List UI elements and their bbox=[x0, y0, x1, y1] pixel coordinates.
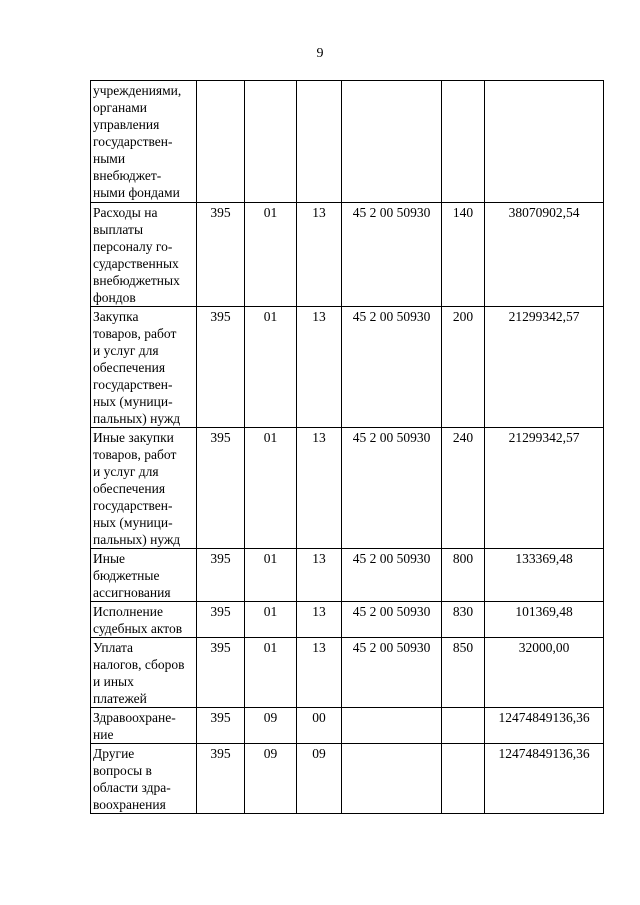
section-cell bbox=[245, 81, 297, 203]
table-row bbox=[91, 708, 604, 744]
amount-cell: 12474849136,36 bbox=[485, 708, 604, 744]
grbs-cell: 395 bbox=[197, 549, 245, 602]
subsection-cell: 09 bbox=[297, 744, 342, 814]
section-cell: 09 bbox=[245, 744, 297, 814]
amount-cell bbox=[485, 81, 604, 203]
page-number: 9 bbox=[316, 46, 324, 61]
target-article-cell: 45 2 00 50930 bbox=[342, 638, 442, 708]
expense-type-cell: 800 bbox=[442, 549, 485, 602]
section-cell: 01 bbox=[245, 307, 297, 428]
target-article-cell bbox=[342, 708, 442, 744]
amount-cell: 12474849136,36 bbox=[485, 744, 604, 814]
row-name-cell: Другие вопросы в области здра- воохранения bbox=[91, 744, 197, 814]
section-cell: 01 bbox=[245, 638, 297, 708]
table-row bbox=[91, 744, 604, 814]
subsection-cell: 13 bbox=[297, 307, 342, 428]
table-row bbox=[91, 428, 604, 549]
budget-table bbox=[90, 80, 604, 814]
row-name-cell: учреждениями, органами управления государствен- ными внебюджет- ными фондами bbox=[91, 81, 197, 203]
table-row bbox=[91, 81, 604, 203]
table-row bbox=[91, 638, 604, 708]
grbs-cell: 395 bbox=[197, 428, 245, 549]
table-row bbox=[91, 203, 604, 307]
section-cell: 09 bbox=[245, 708, 297, 744]
amount-cell: 32000,00 bbox=[485, 638, 604, 708]
expense-type-cell: 850 bbox=[442, 638, 485, 708]
amount-cell: 21299342,57 bbox=[485, 307, 604, 428]
row-name-cell: Иные закупки товаров, работ и услуг для обеспечения государствен- ных (муници- пальных) нужд bbox=[91, 428, 197, 549]
section-cell: 01 bbox=[245, 602, 297, 638]
subsection-cell: 13 bbox=[297, 428, 342, 549]
grbs-cell bbox=[197, 81, 245, 203]
grbs-cell: 395 bbox=[197, 602, 245, 638]
row-name-cell: Здравоохране- ние bbox=[91, 708, 197, 744]
target-article-cell bbox=[342, 81, 442, 203]
grbs-cell: 395 bbox=[197, 744, 245, 814]
subsection-cell: 00 bbox=[297, 708, 342, 744]
grbs-cell: 395 bbox=[197, 307, 245, 428]
subsection-cell: 13 bbox=[297, 602, 342, 638]
expense-type-cell bbox=[442, 81, 485, 203]
amount-cell: 133369,48 bbox=[485, 549, 604, 602]
section-cell: 01 bbox=[245, 203, 297, 307]
row-name-cell: Уплата налогов, сборов и иных платежей bbox=[91, 638, 197, 708]
table-row bbox=[91, 307, 604, 428]
grbs-cell: 395 bbox=[197, 638, 245, 708]
amount-cell: 38070902,54 bbox=[485, 203, 604, 307]
expense-type-cell: 140 bbox=[442, 203, 485, 307]
expense-type-cell: 240 bbox=[442, 428, 485, 549]
table-row bbox=[91, 602, 604, 638]
target-article-cell: 45 2 00 50930 bbox=[342, 428, 442, 549]
section-cell: 01 bbox=[245, 549, 297, 602]
section-cell: 01 bbox=[245, 428, 297, 549]
amount-cell: 21299342,57 bbox=[485, 428, 604, 549]
subsection-cell: 13 bbox=[297, 203, 342, 307]
target-article-cell: 45 2 00 50930 bbox=[342, 549, 442, 602]
expense-type-cell: 200 bbox=[442, 307, 485, 428]
row-name-cell: Закупка товаров, работ и услуг для обеспечения государствен- ных (муници- пальных) нужд bbox=[91, 307, 197, 428]
amount-cell: 101369,48 bbox=[485, 602, 604, 638]
subsection-cell: 13 bbox=[297, 549, 342, 602]
grbs-cell: 395 bbox=[197, 708, 245, 744]
target-article-cell: 45 2 00 50930 bbox=[342, 307, 442, 428]
row-name-cell: Расходы на выплаты персоналу го- сударственных внебюджетных фондов bbox=[91, 203, 197, 307]
expense-type-cell bbox=[442, 744, 485, 814]
row-name-cell: Исполнение судебных актов bbox=[91, 602, 197, 638]
subsection-cell bbox=[297, 81, 342, 203]
expense-type-cell bbox=[442, 708, 485, 744]
target-article-cell bbox=[342, 744, 442, 814]
target-article-cell: 45 2 00 50930 bbox=[342, 602, 442, 638]
subsection-cell: 13 bbox=[297, 638, 342, 708]
grbs-cell: 395 bbox=[197, 203, 245, 307]
target-article-cell: 45 2 00 50930 bbox=[342, 203, 442, 307]
row-name-cell: Иные бюджетные ассигнования bbox=[91, 549, 197, 602]
expense-type-cell: 830 bbox=[442, 602, 485, 638]
table-row bbox=[91, 549, 604, 602]
